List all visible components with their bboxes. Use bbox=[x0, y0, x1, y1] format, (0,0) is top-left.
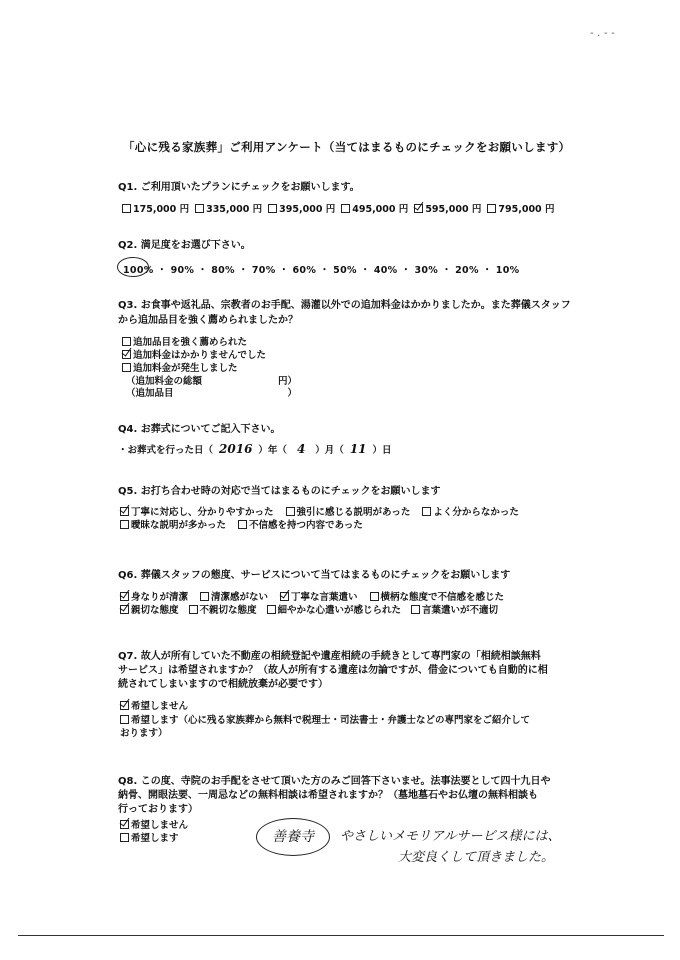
q6-option-kind[interactable]: 親切な態度 bbox=[120, 605, 179, 616]
checkbox-icon[interactable] bbox=[422, 507, 431, 516]
q3-extra-items: （追加品目 ） bbox=[126, 388, 298, 399]
q1-plan-495000[interactable]: 495,000 円 bbox=[341, 204, 408, 215]
q2-scale[interactable]: 100% ・ 90% ・ 80% ・ 70% ・ 60% ・ 50% ・ 40% ・ 30% ・ 20% ・ 10% bbox=[123, 265, 520, 276]
q8-option-no[interactable]: 希望しません bbox=[120, 817, 188, 831]
q3-extra-total: （追加料金の総額 円） bbox=[126, 376, 298, 387]
checkbox-icon[interactable] bbox=[122, 363, 131, 372]
checkbox-icon[interactable] bbox=[268, 204, 277, 213]
q4-month[interactable]: 4 bbox=[296, 442, 306, 456]
q6-row-1 bbox=[120, 589, 504, 603]
q3-option-3[interactable]: 追加料金が発生しました bbox=[122, 360, 238, 374]
q7-question-line1: Q7. 故人が所有していた不動産の相続登記や遺産相続の手続きとして専門家の「相続相談無料 bbox=[118, 651, 541, 662]
handwritten-comment-line1: やさしいメモリアルサービス様には、 bbox=[340, 829, 561, 844]
q5-option-pushy[interactable]: 強引に感じる説明があった bbox=[286, 507, 411, 518]
q6-row-2 bbox=[120, 602, 498, 616]
checkbox-icon[interactable] bbox=[487, 204, 496, 213]
checkbox-icon[interactable] bbox=[189, 605, 198, 614]
checkbox-checked-icon[interactable] bbox=[122, 350, 131, 359]
checkbox-icon[interactable] bbox=[195, 204, 204, 213]
q2-question: Q2. 満足度をお選び下さい。 bbox=[118, 240, 251, 251]
q6-option-unclean[interactable]: 清潔感がない bbox=[200, 592, 268, 603]
q5-option-vague[interactable]: 曖昧な説明が多かった bbox=[120, 520, 226, 531]
q6-option-unkind[interactable]: 不親切な態度 bbox=[189, 605, 257, 616]
q6-option-arrogant[interactable]: 横柄な態度で不信感を感じた bbox=[370, 592, 505, 603]
q2-circle-mark bbox=[117, 257, 149, 277]
checkbox-checked-icon[interactable] bbox=[280, 592, 289, 601]
checkbox-checked-icon[interactable] bbox=[120, 820, 129, 829]
q6-option-clean[interactable]: 身なりが清潔 bbox=[120, 592, 188, 603]
q6-option-polite-words[interactable]: 丁寧な言葉遣い bbox=[280, 592, 358, 603]
checkbox-icon[interactable] bbox=[267, 605, 276, 614]
checkbox-icon[interactable] bbox=[120, 715, 129, 724]
q4-question: Q4. お葬式についてご記入下さい。 bbox=[118, 424, 281, 435]
q7-option-yes[interactable]: 希望します（心に残る家族葬から無料で税理士・司法書士・弁護士などの専門家をご紹介して bbox=[120, 712, 530, 726]
q1-plan-335000[interactable]: 335,000 円 bbox=[195, 204, 262, 215]
q8-question-line1: Q8. この度、寺院のお手配をさせて頂いた方のみご回答下さいませ。法事法要として四十九日や bbox=[118, 776, 551, 787]
q3-question-line1: Q3. お食事や返礼品、宗教者のお手配、湯灌以外での追加料金はかかりましたか。また葬儀スタッフ bbox=[118, 300, 571, 311]
q6-question: Q6. 葬儀スタッフの態度、サービスについて当てはまるものにチェックをお願いします bbox=[118, 570, 511, 581]
bottom-divider bbox=[18, 935, 664, 936]
checkbox-icon[interactable] bbox=[122, 204, 131, 213]
q7-question-line2: サービス」は希望されますか？（故人が所有する遺産は勿論ですが、借金についても自動的に相 bbox=[118, 665, 548, 676]
q5-option-distrust[interactable]: 不信感を持つ内容であった bbox=[238, 520, 363, 531]
checkbox-checked-icon[interactable] bbox=[120, 605, 129, 614]
checkbox-icon[interactable] bbox=[370, 592, 379, 601]
q1-plan-795000[interactable]: 795,000 円 bbox=[487, 204, 554, 215]
q3-question-line2: から追加品目を強く薦められましたか？ bbox=[118, 315, 298, 326]
handwritten-comment-line2: 大変良くして頂きました。 bbox=[398, 850, 555, 865]
q5-option-unclear[interactable]: よく分からなかった bbox=[422, 507, 519, 518]
q4-date-line bbox=[118, 442, 392, 456]
checkbox-icon[interactable] bbox=[411, 605, 420, 614]
q6-option-attentive[interactable]: 細やかな心遣いが感じられた bbox=[267, 605, 402, 616]
q1-plan-595000[interactable]: 595,000 円 bbox=[414, 204, 481, 215]
q4-day-suffix: ）日 bbox=[372, 445, 392, 456]
checkbox-checked-icon[interactable] bbox=[414, 204, 423, 213]
temple-name-stamp: 善養寺 bbox=[256, 818, 330, 856]
q1-plan-395000[interactable]: 395,000 円 bbox=[268, 204, 335, 215]
checkbox-icon[interactable] bbox=[238, 520, 247, 529]
q1-plan-options bbox=[122, 201, 554, 215]
q7-option-no[interactable]: 希望しません bbox=[120, 698, 188, 712]
header-marks: - . - - bbox=[590, 28, 615, 39]
checkbox-checked-icon[interactable] bbox=[120, 507, 129, 516]
checkbox-icon[interactable] bbox=[200, 592, 209, 601]
q8-question-line3: 行っております） bbox=[118, 804, 198, 815]
q7-option-yes-cont: おります） bbox=[120, 728, 168, 739]
q5-row-1 bbox=[120, 504, 519, 518]
checkbox-checked-icon[interactable] bbox=[120, 701, 129, 710]
q8-option-yes[interactable]: 希望します bbox=[120, 830, 179, 844]
q1-plan-175000[interactable]: 175,000 円 bbox=[122, 204, 189, 215]
checkbox-icon[interactable] bbox=[120, 520, 129, 529]
q4-prefix: ・お葬式を行った日（ bbox=[118, 445, 214, 456]
q3-option-1[interactable]: 追加品目を強く薦められた bbox=[122, 334, 247, 348]
q4-year[interactable]: 2016 bbox=[219, 442, 253, 456]
q6-option-bad-words[interactable]: 言葉遣いが不適切 bbox=[411, 605, 498, 616]
checkbox-icon[interactable] bbox=[120, 833, 129, 842]
page-title: 「心に残る家族葬」ご利用アンケート（当てはまるものにチェックをお願いします） bbox=[123, 140, 571, 154]
q4-month-suffix: ）月（ bbox=[315, 445, 344, 456]
q7-question-line3: 続されてしまいますので相続放棄が必要です） bbox=[118, 679, 328, 690]
q8-question-line2: 納骨、開眼法要、一周忌などの無料相談は希望されますか？（墓地墓石やお仏壇の無料相談も bbox=[118, 790, 538, 801]
q5-row-2 bbox=[120, 517, 363, 531]
q5-option-polite[interactable]: 丁寧に対応し、分かりやすかった bbox=[120, 507, 274, 518]
checkbox-icon[interactable] bbox=[341, 204, 350, 213]
q1-question: Q1. ご利用頂いたプランにチェックをお願いします。 bbox=[118, 182, 360, 193]
q4-year-suffix: ）年（ bbox=[258, 445, 287, 456]
checkbox-icon[interactable] bbox=[286, 507, 295, 516]
q3-option-2[interactable]: 追加料金はかかりませんでした bbox=[122, 347, 266, 361]
q5-question: Q5. お打ち合わせ時の対応で当てはまるものにチェックをお願いします bbox=[118, 486, 441, 497]
q4-day[interactable]: 11 bbox=[349, 442, 367, 456]
